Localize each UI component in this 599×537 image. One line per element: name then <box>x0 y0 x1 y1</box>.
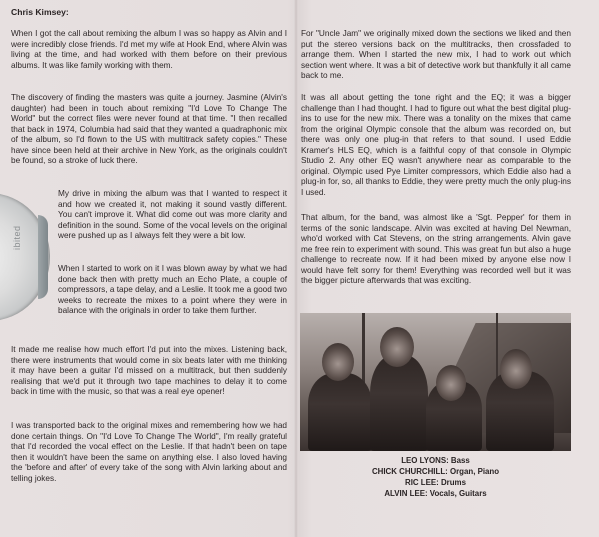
photo-head-3 <box>436 365 466 401</box>
right-paragraph-1: For "Uncle Jam" we originally mixed down the sections we liked and then put the stereo versions back on the multitracks, then crossfaded to arrange them. When I started the new mix, I had to work out which section went where. It was a bit of detective work but thankfully it all came back to me. <box>301 29 571 81</box>
left-paragraph-3: My drive in mixing the album was that I wanted to respect it and how we created it, not making it sound vastly different. You can't improve it. What did come out was more clarity and definition in the sound. Some of the vocal levels on the original were pushed up as I always felt they were a bit low. <box>58 189 287 241</box>
photo-head-2 <box>380 327 414 367</box>
left-paragraph-2: The discovery of finding the masters was quite a journey. Jasmine (Alvin's daughter) had been in touch about remixing "I'd Love To Change The World" but the correct files were never found at that time. "I then recalled that back in 1974, Columbia had said that they wanted a quadraphonic mix of the album, so I'd flown to the US with multitrack safety copies." These have since been held at their archive in New York, as the originals couldn't be found, so a stroke of luck there. <box>11 93 287 166</box>
right-paragraph-2: It was all about getting the tone right and the EQ; it was a bigger challenge than I had thought. I had to figure out what the best digital plug-ins to use for the new mix. There was a tonality on the mixes that came from the original Olympic console that the album was recorded on, but there was only one plug-in that refers to that sound. I used Eddie Kramer's HLS EQ, which is a faithful copy of that console in Olympic Studio 2. Any other EQ wasn't anywhere near as comparable to the original. Olympic used Pye Limiter compressors, which Eddie also had a plug-in for, so, all thanks to Eddie, they were pretty much the only plug-ins I used. <box>301 93 571 197</box>
disc-label: ibited <box>12 225 22 250</box>
photo-head-4 <box>500 349 532 389</box>
photo-person-1 <box>308 373 372 451</box>
left-paragraph-4: When I started to work on it I was blown away by what we had done back then with pretty much an Echo Plate, a couple of compressors, a tape delay, and a Leslie. It took me a good two weeks to recreate the mixes to a point where they were in balance with the originals in order to take them further. <box>58 264 287 316</box>
left-paragraph-6: I was transported back to the original mixes and remembering how we had done certain things. On "I'd Love To Change The World", I'm really grateful that I'd recorded the vocal effect on the Leslie. If that hadn't been on tape then it wouldn't have been the same on anything else. I also loved having the 'before and after' of every take of the song with Alvin larking about and telling jokes. <box>11 421 287 483</box>
caption-line-2: CHICK CHURCHILL: Organ, Piano <box>371 467 500 476</box>
cd-disc-rim <box>38 215 48 299</box>
photo-person-2 <box>370 355 428 451</box>
right-paragraph-3: That album, for the band, was almost like a 'Sgt. Pepper' for them in terms of the sonic landscape. Alvin was excited at having Del Newman, who'd worked with Cat Stevens, on the string arrangements. Alvin gave me free rein to experiment with sound. This was great fun but also a huge challenge to recreate now. If it had been mixed by anyone else now I would have felt sorry for them! Everything was recorded well but it was the bigger picture afterwards that was exciting. <box>301 213 571 286</box>
left-paragraph-1: When I got the call about remixing the album I was so happy as Alvin and I were incredibly close friends. I'd met my wife at Hook End, where Alvin was living at the time, and had worked with them before on their previous albums. It was like family working with them. <box>11 29 287 70</box>
photo-head-1 <box>322 343 354 381</box>
left-paragraph-5: It made me realise how much effort I'd put into the mixes. Listening back, there were instruments that would come in six beats later with me thinking it may have been a guitar I'd missed on a multitrack, but then suddenly realising that we'd put it through two tape machines to delay it to come back in time with the music, so that was a real eye opener! <box>11 345 287 397</box>
cd-disc-edge <box>0 193 50 321</box>
section-heading: Chris Kimsey: <box>11 7 69 17</box>
caption-line-1: LEO LYONS: Bass <box>401 456 470 465</box>
band-photo <box>300 313 571 451</box>
caption-line-4: ALVIN LEE: Vocals, Guitars <box>384 489 487 498</box>
page-gutter <box>294 0 298 537</box>
caption-line-3: RIC LEE: Drums <box>405 478 466 487</box>
